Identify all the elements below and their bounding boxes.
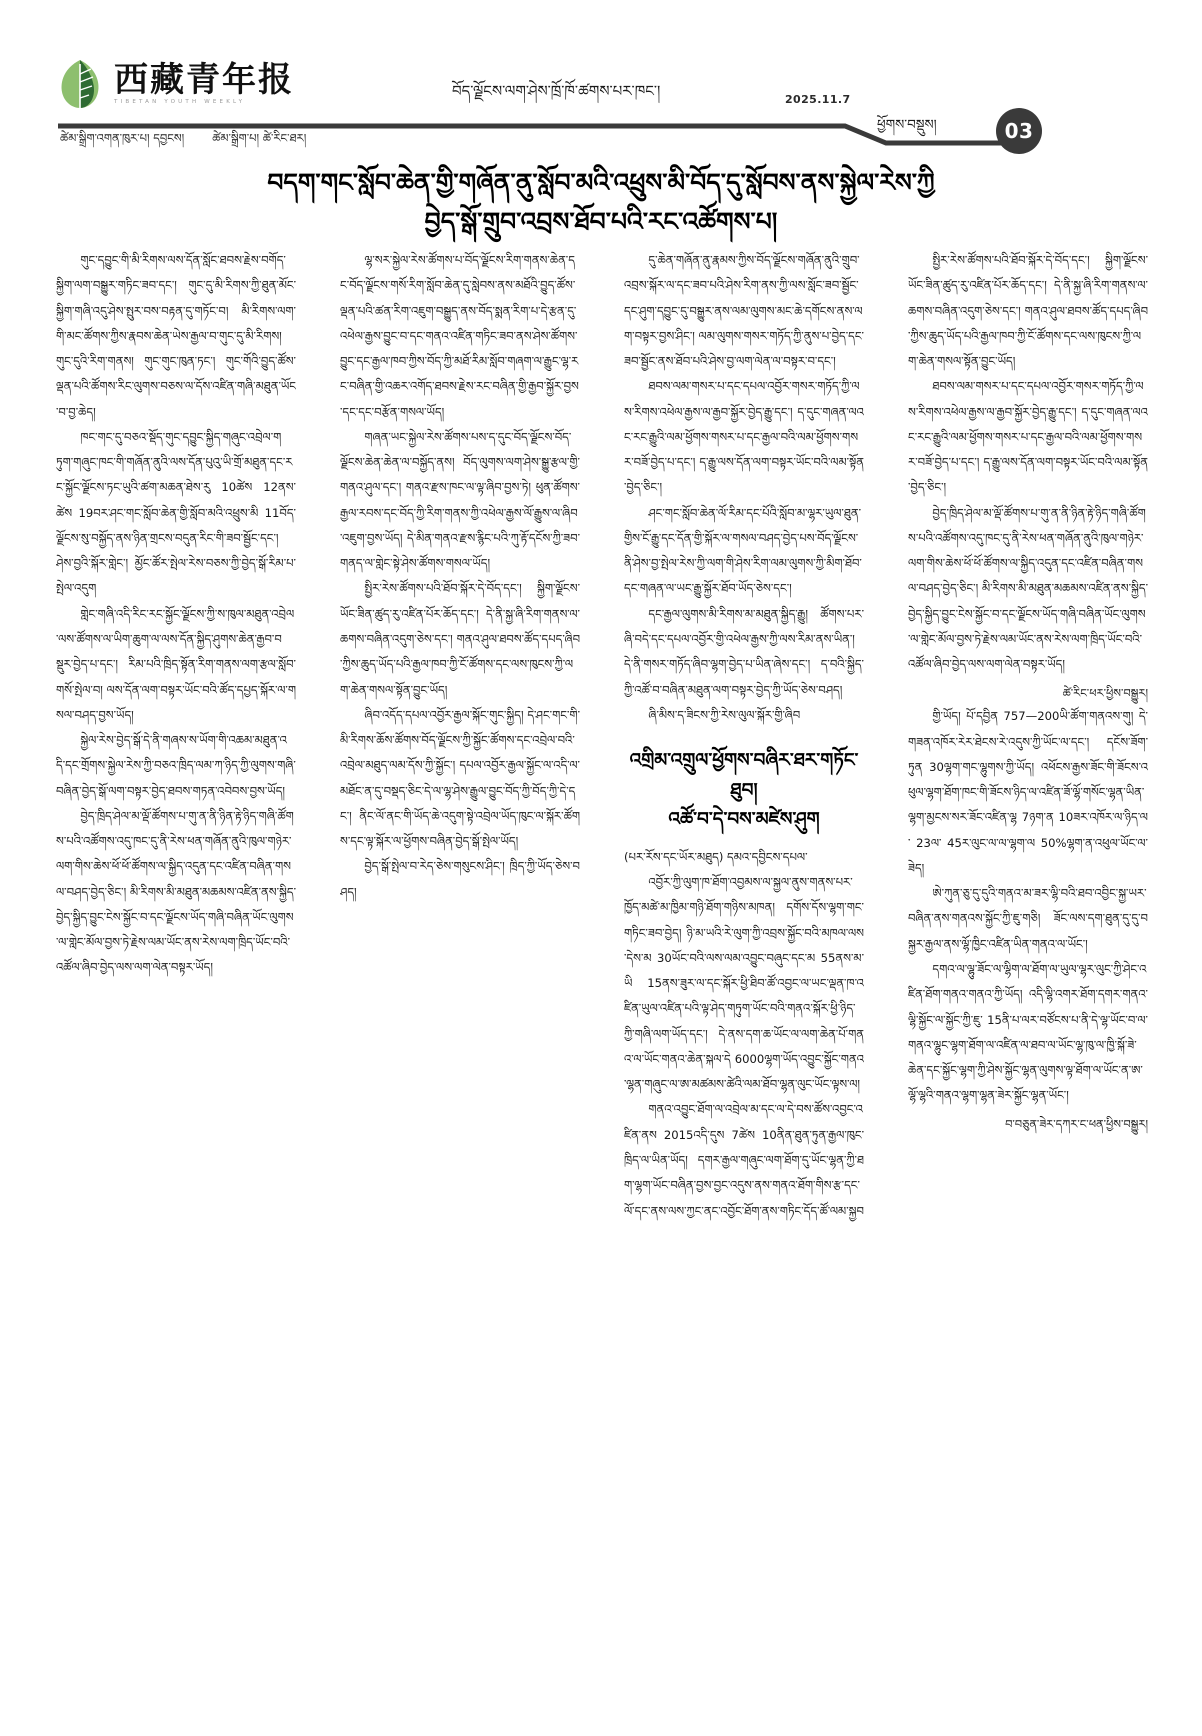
article1-col4-body: [908, 248, 1148, 678]
paragraph: ལྷ་སར་སྐྱེལ་རེས་ཚོགས་པ་བོད་ལྗོངས་རིག་གནས་ཆེན་དང་བོད་ལྗོངས་གསོ་རིག་སློབ་ཆེན་དུ་སླེབས་ནས་མཐོའི་བྱུད་ཚོས་ལྡན་པའི་ཚན་རིག་འཇུག་བསྒྱུད་ནས་བོད་སྨན་རིག་པ་དེ་རྩན་དུ་འཕེལ་རྒྱས་བྱུང་བ་དང་གནའ་འཛིན་གཏིང་ཟབ་ནས་ཤེས་ཚོགས་བྱུང་དང་རྒྱལ་ཁབ་ཀྱིས་བོད་ཀྱི་མཐོ་རིམ་སློབ་གཞག་ལ་རྒྱུང་ལྷ་རང་བཞིན་གྱི་འཆར་འགོད་ཐབས་རྗེས་རང་བཞིན་གྱི་རྒྱབ་སྐྱོར་བྱས་དང་དང་བརྩོན་གསལ་ཡོད།: [340, 253, 579, 419]
editor-in-charge: ཚེམ་སྒྲིག་འགན་ཁུར་པ། དབྱངས།: [60, 131, 185, 145]
article1-byline: ཚེ་རིང་ཕར་ཕྱིས་བསྒྱུར།: [1062, 685, 1148, 700]
paragraph: གླེང་གཞི་འདི་རིང་རང་སྐྱོང་ལྗོངས་ཀྱི་ས་ཁུལ་མཐུན་འབྲེལ་ལས་ཚོགས་ལ་ཡིག་ཆུག་ལ་ལས་དོན་སྐྱིད་ཤུགས་ཆེན་རྒྱབ་བསྡུར་བྱེད་པ་དང་། རིམ་པའི་ཁྲིད་སྟོན་རིག་གནས་ལག་རྩལ་སློབ་གསོ་སྤེལ་བ། ལས་དོན་ལག་བསྟར་ཡོང་བའི་ཚོད་དཔྱད་སྐོར་ལ་གསལ་བཤད་བྱས་ཡོད།: [56, 606, 296, 722]
paragraph: དང་རྒྱལ་ལུགས་མི་རིགས་མ་མཐུན་སྐྱིད་རྒྱུ། ཚོགས་པར་ཞི་བདེ་དང་དཔལ་འབྱོར་གྱི་འཕེལ་རྒྱས་ཀྱི་ལས་རིམ་ནས་ཡིན་། དེ་ནི་གསར་གཏོད་ཞིབ་ལྷག་བྱེད་པ་ཡིན་ཞེས་དང་། ད་བའི་སྐྱིད་ཀྱི་འཚོ་བ་བཞིན་མཐུན་ལག་བསྟར་བྱེད་ཀྱི་ཡོད་ཅེས་བཤད།: [624, 606, 864, 697]
article2-byline: བ་བཅུན་ཟེར་དཀར་ང་ཕན་ཕྱིས་བསྒྱུར།: [1005, 1116, 1148, 1131]
column-3: [624, 248, 864, 1488]
section-label: ཕྱོགས་བསྡུས།: [877, 117, 937, 133]
paragraph: གྱི་ཡོད། པོ་དབྱིན 757—200ཡི་ཚོག་གནའས་གུ། དེ་གཟན་འཁོར་རེར་ཐེངས་རེ་འདུས་ཀྱི་ཡོང་ལ་དང་། དངོས་ཟོག་ཏུན 30ལྷག་གང་ལྷུགས་ཀྱི་ཡོད། འཕོངས་རྒྱས་ཟོང་གི་ཟོངས་འཕུལ་ལྷག་ཐོག་ཁང་གི་ཟོངས་ཉིད་ལ་འཛིན་ཟོ་ལྷོ་གསོང་ལྷན་ཡིན་ལྷག་མྱངས་སར་ཟོང་འཛིན་ལྷ 7ཉག་ན 10ཟར་འཁོར་ལ་ཉིད་ལ་ 23ལ་ 45ར་ལུང་ལ་ལ་ལྷག་ལ 50%ལྷག་ན་འཕུལ་ཡོང་ལ་ཟེད།: [908, 709, 1148, 875]
paragraph: ཨེ་ཀུན་ཅུ་དུ་དུའི་གནའ་མ་ཟར་ལྷི་བའི་ཐབ་འབྱིང་སྐྱ་ཡར་བཞིན་ནས་གནའས་སྐྱོང་ཀྱི་ཇུ་གཅི། ཟོང་ལས་དག་ཐུན་དུ་དུ་བསྐྱར་རྒྱལ་ནས་ལྷོ་ཁྱིང་འཛིན་ཡིན་གནའ་ལ་ཡོང་།: [908, 886, 1148, 951]
article2-headline: [624, 746, 864, 835]
paragraph: གནའ་འབྱུང་ཐོག་ལ་འབྲེལ་མ་དང་ལ་དེ་བས་ཚོས་འབྱང་འཛིན་ནས 2015འདི་དུས 7ཚེས 10ནིན་ཐུན་ཏུན་རྒྱལ་ཁུང་ཁྲིད་ལ་ཡིན་ཡོད། དགར་རྒྱལ་གཞུང་ལག་ཐོག་དུ་ཡོང་ལྷན་ཀྱི་ཐག་ལྷག་ཡོང་བཞིན་བྱས་བྱང་འདུས་ནས་གནའ་ཐོག་གིས་རྩ་དང་ལོ་དང་ནས་ལས་ཀྱང་ནང་འབྱོང་ཐོག་ནས་གཏིང་དོད་ཚོ་ལམ་སྐྱབ: [624, 1102, 864, 1218]
paragraph: ཐབས་ལམ་གསར་པ་དང་དཔལ་འབྱོར་གསར་གཏོད་ཀྱི་ལས་རིགས་འཕེལ་རྒྱས་ལ་རྒྱབ་སྐྱོར་བྱེད་རྒྱུ་དང་། ད་དུང་གཞན་ལའང་རང་རྒྱུའི་ལམ་ཕྱོགས་གསར་པ་དང་རྒྱལ་བའི་ལམ་ཕྱོགས་གསར་བཟོ་བྱེད་པ་དང་། ད་རྒྱུ་ལས་དོན་ལག་བསྟར་ཡོང་བའི་ལམ་སྟོན་བྱེད་ཅིང་།: [908, 379, 1148, 495]
article1-headline-line1: བདག་གང་སློབ་ཆེན་གྱི་གཞོན་ནུ་སློབ་མའི་འཕྲུས་མི་བོད་དུ་སློབས་ནས་སྐྱེལ་རེས་ཀྱི: [267, 168, 935, 197]
leaf-logo-icon: [58, 58, 102, 110]
paragraph: བྱེད་ཁྲིད་ཤེལ་མ་ལྡོ་ཚོགས་པ་གུ་ན་ནི་ཉིན་རྟེ་ཉིད་གཞི་ཚོགས་པའི་འཚོགས་འདུ་ཁང་དུ་ནི་རེས་ཕན་གཞོན་ནུའི་ཁུལ་གཉེར་ལག་གིས་ཆེས་ཕོ་ཕོ་ཚོགས་ལ་སྐྱིད་འདུན་དང་འཛིན་བཞིན་གསལ་བཤད་བྱེད་ཅིང་། མི་རིགས་མི་མཐུན་མཆམས་འཛིན་ནས་སྐྱིད་བྱེད་སྐྱིད་བྱུང་ངེས་སྐྱོང་བ་དང་ལྗོངས་ཡོད་གཞི་བཞིན་ཡོང་ལུགས་ལ་གླེང་མོལ་བྱས་ཏེ་རྗེས་ལམ་ཡོང་ནས་རེས་ལག་ཁྲིད་ཡོང་བའི་འཚོལ་ཞིབ་བྱེད་ལས་ལག་ལེན་བསྟར་ཡོད།: [56, 808, 296, 975]
article1-headline-line2: བྱེད་སྒོ་གྲུབ་འབྲས་ཐོབ་པའི་རང་འཚོགས་པ།: [424, 206, 778, 236]
article1-col3-body: [624, 248, 864, 728]
page-number-badge: 03: [996, 108, 1042, 154]
column-2: [340, 248, 580, 1488]
brand-subtitle-latin: TIBETAN YOUTH WEEKLY: [114, 99, 246, 105]
paragraph: ཐབས་ལམ་གསར་པ་དང་དཔལ་འབྱོར་གསར་གཏོད་ཀྱི་ལས་རིགས་འཕེལ་རྒྱས་ལ་རྒྱབ་སྐྱོར་བྱེད་རྒྱུ་དང་། ད་དུང་གཞན་ལའང་རང་རྒྱུའི་ལམ་ཕྱོགས་གསར་པ་དང་རྒྱལ་བའི་ལམ་ཕྱོགས་གསར་བཟོ་བྱེད་པ་དང་། ད་རྒྱུ་ལས་དོན་ལག་བསྟར་ཡོང་བའི་ལམ་སྟོན་བྱེད་ཅིང་།: [624, 379, 864, 495]
masthead-tibetan-motto: བོད་ལྗོངས་ལག་ཤེས་ཁྲོ་ཁོ་ཚགས་པར་ཁང་།: [452, 82, 661, 100]
brand-title-cn: 西藏青年报: [114, 60, 294, 100]
paragraph: ཞི་མིས་ད་ཟིངས་ཀྱི་རེས་ལུལ་སྐོར་གྱི་ཞིབ: [648, 707, 801, 722]
column-4: [908, 248, 1148, 1488]
paragraph: འབྱོར་ཀྱི་ལུག་ཁ་ཐོག་འབྱམས་ལ་སྐྱལ་ནུས་གནས་པར་ཁྱོད་མཚེ་མ་ཁྱིམ་གཉི་ཐོག་གཉིས་མཁན། དགོས་དོས་ལྷག་གང་གཏིང་ཟབ་བྱེད། ཉི་མ་ཡའི་རེ་ལུག་ཀྱི་འབྲས་སྐྱོང་བའི་མཁལ་ལས་དེས་མ 30ཡོང་བའི་ལས་ལམ་འབྱུང་བཞུང་དང་མ 55ནས་མ་ཡི 15ནས་ཟུར་ལ་དང་སྐོར་ཕྱི་ཐིབ་ཚོ་འབྱང་ལ་ཡང་ལྡན་ཁ་འཛིན་ཡུལ་འཛིན་པའི་ལྟ་ཤེད་གཏུག་ཡོང་བའི་གནའ་སྐོར་ཕྱི་ཉིད་ཀྱི་གཞི་ལག་ཡོད་དང་། དེ་ནས་དག་ཆ་ཡོང་ལ་ལག་ཆེན་པོ་གནའ་ལ་ཡོང་གནའ་ཆེན་སྐལ་དེ 6000ལྷག་ཡོད་འབྱུང་སྐྱོང་གནའ་ལྷན་གཞུང་ལ་ཨ་མཚམས་ཚེའི་ལམ་ཐོབ་ལྷན་ལུང་ཡོང་ལྟས་ལ།: [624, 875, 864, 1092]
paragraph: སྤྱིར་རེས་ཚོགས་པའི་ཐོབ་སྐོར་དེ་བོད་དང་། སྐྱིག་ལྗོངས་ཡོང་ཟིན་ཚུད་རུ་འཛིན་པོར་ཆོད་དང་། དེ་ནི་སྐྱ་ཞི་རིག་གནས་ལ་ཆགས་བཞིན་འདུག་ཅེས་དང་། གནའ་ཤུལ་ཐབས་ཚོད་དཔད་ཞིབ་ཀྱིས་ཆུད་ཡོད་པའི་རྒྱལ་ཁབ་ཀྱི་ངོ་ཚོགས་དང་ལས་ཁུངས་ཀྱི་ལག་ཆེན་གསལ་སྟོན་བྱུང་ཡོད།: [908, 253, 1148, 369]
paragraph: ཤང་གང་སློབ་ཆེན་ལོ་རིམ་དང་པོའི་སློབ་མ་ལྷར་ཡུལ་ཐུན་གྱིས་ངོ་རྒྱུ་དང་དོན་གྱི་སྐོར་ལ་གསལ་བཤད་བྱེད་པས་བོད་ལྗོངས་ནི་ཤེས་བྱ་སྤེལ་རེས་ཀྱི་ལག་གི་ཤེས་རིག་ལམ་ལུགས་ཀྱི་མིག་ཐོབ་དང་གཞན་ལ་ཡང་རྒྱུ་སྐྱོར་ཐོབ་ཡོད་ཅེས་དང་།: [624, 505, 862, 596]
paragraph: སྐྱེལ་རེས་བྱེད་སྒོ་དེ་ནི་གཞས་ས་ཡོག་གི་འཆམ་མཐུན་འདི་དང་གྲོགས་སྐྱེལ་རེས་ཀྱི་བཅའ་ཁྲིད་ལམ་ཀ་ཉིད་ཀྱི་ལུགས་གཞི་བཞིན་བྱེད་སྒོ་ལག་བསྟར་བྱེད་ཐབས་གཏན་འབེབས་བྱས་ཡོད།: [56, 733, 296, 798]
article2-col4-body: [908, 704, 1148, 1108]
article1-headline: [56, 164, 1146, 242]
article2-headline-line1: འགྲིམ་འགྲུལ་ཕྱོགས་བཞིར་ཐར་གཏོང་ཐུབ།: [629, 750, 859, 801]
brand-block[interactable]: [58, 58, 294, 110]
paragraph: ཁང་གང་དུ་བཅའ་སྡོད་གུང་དབྱུང་སྐྱིད་གཞུང་འབྲེལ་གཏུག་གཞུང་ཁང་གི་གཞོན་ནུའི་ལས་དོན་པུའུ་ཡི་གྲོ་མཐུན་དང་རང་སྐྱོང་ལྗོངས་ཏང་ཡུའི་ཚག་མཆན་ཐེས་རུ 10ཚེས 12ནས་ཚེས 19བར་ཤང་གང་སློབ་ཆེན་གྱི་སློབ་མའི་འཕྲུས་མི 11བོད་ལྗོངས་སུ་བསྐྱོད་ནས་ཉིན་གྲངས་བདུན་རིང་གི་ཟབ་སྦྱོང་དང་། ཤེས་བྱའི་སྐོར་གླེང་། མྱོང་ཚོར་སྤེལ་རེས་བཅས་ཀྱི་བྱེད་སྒོ་རིམ་པ་སྤེལ་འདུག: [56, 429, 296, 596]
paragraph: གུང་དབྱུང་གི་མི་རིགས་ལས་དོན་སློང་ཐབས་རྗེས་བགོད་སྐྱིག་ལག་བསྒྱུར་གཏིང་ཟབ་དང་། གུང་དུ་མི་རིགས་ཀྱི་ཐུན་མོང་སྐྱིག་གཞི་འདུ་ཤེས་སྤུར་བས་བརྟན་དུ་གཏོང་བ། མི་རིགས་ལག་གི་མང་ཚོགས་ཀྱིས་རྣབས་ཆེན་ཡེས་རྒྱལ་བ་གུང་དུ་མི་རིགས། གུང་དུའི་རིག་གནས། གུང་གུང་ཁུན་ཏང་། གུང་གོའི་བྱུད་ཚོས་ལྡན་པའི་ཚོགས་རིང་ལུགས་བཅས་ལ་དོས་འཛིན་གཞི་མཐུན་ཡོང་བ་བྱ་ཆེད།: [56, 253, 296, 419]
paragraph: གཞན་ཡང་སྐྱེལ་རེས་ཚོགས་པས་ད་དུང་བོད་ལྗོངས་བོད་ལྗོངས་ཆེན་ཆེན་ལ་བསྐྱོད་ནས། བོད་ལུགས་ལག་ཤེས་སྒྱུ་རྩལ་གྱི་གནའ་ཤུལ་དང་། གནའ་རྫས་ཁང་ལ་ལྟ་ཞིབ་བྱས་ཏེ། ཕུན་ཚོགས་རྒྱལ་རབས་དང་བོད་ཀྱི་རིག་གནས་ཀྱི་འཕེལ་རྒྱས་ལོ་རྒྱུས་ལ་ཞིབ་འཇུག་བྱས་ཡོད། དེ་མིན་གནའ་རྫས་རྙིང་པའི་ཀུ་རྟོ་དངོས་ཀྱི་ཟབ་གནད་ལ་གླེང་སྟེ་ཤེས་ཚོགས་གསལ་ཡོད།: [340, 429, 580, 571]
masthead: [0, 0, 1202, 148]
editorial-credits: [60, 125, 306, 158]
article2-deck: (པར་རོས་དང་ཡོར་མཐུད) དམའ་དབྱིངས་དཔལ་: [624, 849, 808, 864]
paragraph: བྱེད་སྒོ་སྤེལ་བ་རེད་ཅེས་གསུངས་ཤིང་། ཁྲིད་ཀྱི་ཡོད་ཅེས་བཤད།: [340, 859, 580, 899]
editor: ཚེམ་སྒྲིག་པ། ཚེ་རིང་ཐར།: [212, 131, 307, 145]
paragraph: དགའ་ལ་ལྷུ་ཟོང་ལ་ལྷིག་ལ་ཐོག་ལ་ཡུལ་ལྷར་ལུང་ཀྱི་ཤེང་འཛིན་ཐོག་གནའ་གནའ་ཀྱི་ཡོད། འདི་ལྷི་འགར་ཐོག་དགར་གནའ་ལྷི་སྐྱོང་ལ་སྐྱོང་ཀྱི་ཇུ་ 15ནི་པ་ལར་བཙོངས་པ་ནི་དེ་ལྷ་ཡོང་བ་ལ་གནའ་ལྷུང་ལྷག་ཐོག་ལ་འཛིན་ལ་ཐབ་ལ་ཡོང་ལྷ་ཁུ་ལ་ཁྱི་སྐོ་ཟེ་ཆེན་དང་སྐྱོང་ལྷག་ཀྱི་ཤེས་སྐྱོང་ལྷན་ལུགས་ལྟ་ཐོག་ལ་ཡོང་ན་ཨ་ལྷོ་ལྷའི་གནའ་ལྷག་ལྷན་ཟེར་སྐྱོང་ལྷན་ཡོང་།: [908, 961, 1148, 1103]
article2-col3-body: [624, 845, 864, 1224]
paragraph: དུ་ཆེན་གཞོན་ནུ་རྣམས་ཀྱིས་བོད་ལྗོངས་གཞོན་ནུའི་གྲུབ་འབྲས་སྐོར་ལ་དང་ཟབ་པའི་ཤེས་རིག་ནས་ཀྱི་ལས་སློང་ཟབ་སྦྱོང་དང་ཤུག་དབྱུང་དུ་བསྒྱུར་ནས་ལམ་ལུགས་མང་ཆེ་དགོངས་ནས་ལག་བསྟར་བྱས་ཤིང་། ལམ་ལུགས་གསར་གཏོད་ཀྱི་ནུས་པ་བྱེད་དང་ཟབ་སྦྱོང་ནས་ཐོབ་པའི་ཤེས་བྱ་ལག་ལེན་ལ་བསྟར་བ་དང་།: [624, 253, 864, 369]
publication-date: 2025.11.7: [785, 93, 851, 106]
paragraph: སྤྱིར་རེས་ཚོགས་པའི་ཐོབ་སྐོར་དེ་བོད་དང་། སྐྱིག་ལྗོངས་ཡོང་ཟིན་ཚུད་རུ་འཛིན་པོར་ཆོད་དང་། དེ་ནི་སྐྱ་ཞི་རིག་གནས་ལ་ཆགས་བཞིན་འདུག་ཅེས་དང་། གནའ་ཤུལ་ཐབས་ཚོད་དཔད་ཞིབ་ཀྱིས་ཆུད་ཡོད་པའི་རྒྱལ་ཁབ་ཀྱི་ངོ་ཚོགས་དང་ལས་ཁུངས་ཀྱི་ལག་ཆེན་གསལ་སྟོན་བྱུང་ཡོད།: [340, 581, 580, 697]
column-1: [56, 248, 296, 1488]
article1-col2-body: [340, 248, 580, 905]
article2-headline-line2: འཚོ་བ་དེ་བས་མཛེས་ཤུག: [668, 809, 820, 831]
column-grid: [56, 248, 1148, 1488]
paragraph: ཞིབ་འདོད་དཔལ་འབྱོར་རྒྱལ་སྐོང་གུང་སྐྱིད། དེ་ཤང་གང་གི་མི་རིགས་ཆོས་ཚོགས་བོད་ལྗོངས་ཀྱི་སྐྱོང་ཚོགས་དང་འབྲེལ་བའི་འབྲེལ་མཐུད་ལམ་དོས་ཀྱི་སྐྱོང་། དཔལ་འབྱོར་རྒྱལ་སྐྱོང་ལ་འདི་ལ་མཐོང་ན་དུ་བསྡད་ཅིང་དེ་ལ་ལྷ་ཤེས་རྒྱུལ་བྱུང་བོད་ཀྱི་བོད་ཀྱི་དེ་དང་། ནིང་ལོ་ནང་གི་ཡོད་ཆེ་འདུག་སྟེ་འབྲེལ་ཡོད་ཁུང་ལ་སྐོར་ཚོགས་དང་ལྟ་སྐོར་ལ་ཕྱོགས་བཞིན་བྱེད་སྒོ་སྤེལ་ཡོད།: [340, 707, 580, 849]
article1-col1-body: [56, 248, 296, 981]
paragraph: བྱེད་ཁྲིད་ཤེལ་མ་ལྡོ་ཚོགས་པ་གུ་ན་ནི་ཉིན་རྟེ་ཉིད་གཞི་ཚོགས་པའི་འཚོགས་འདུ་ཁང་དུ་ནི་རེས་ཕན་གཞོན་ནུའི་ཁུལ་གཉེར་ལག་གིས་ཆེས་ཕོ་ཕོ་ཚོགས་ལ་སྐྱིད་འདུན་དང་འཛིན་བཞིན་གསལ་བཤད་བྱེད་ཅིང་། མི་རིགས་མི་མཐུན་མཆམས་འཛིན་ནས་སྐྱིད་བྱེད་སྐྱིད་བྱུང་ངེས་སྐྱོང་བ་དང་ལྗོངས་ཡོད་གཞི་བཞིན་ཡོང་ལུགས་ལ་གླེང་མོལ་བྱས་ཏེ་རྗེས་ལམ་ཡོང་ནས་རེས་ལག་ཁྲིད་ཡོང་བའི་འཚོལ་ཞིབ་བྱེད་ལས་ལག་ལེན་བསྟར་ཡོད།: [908, 505, 1148, 672]
